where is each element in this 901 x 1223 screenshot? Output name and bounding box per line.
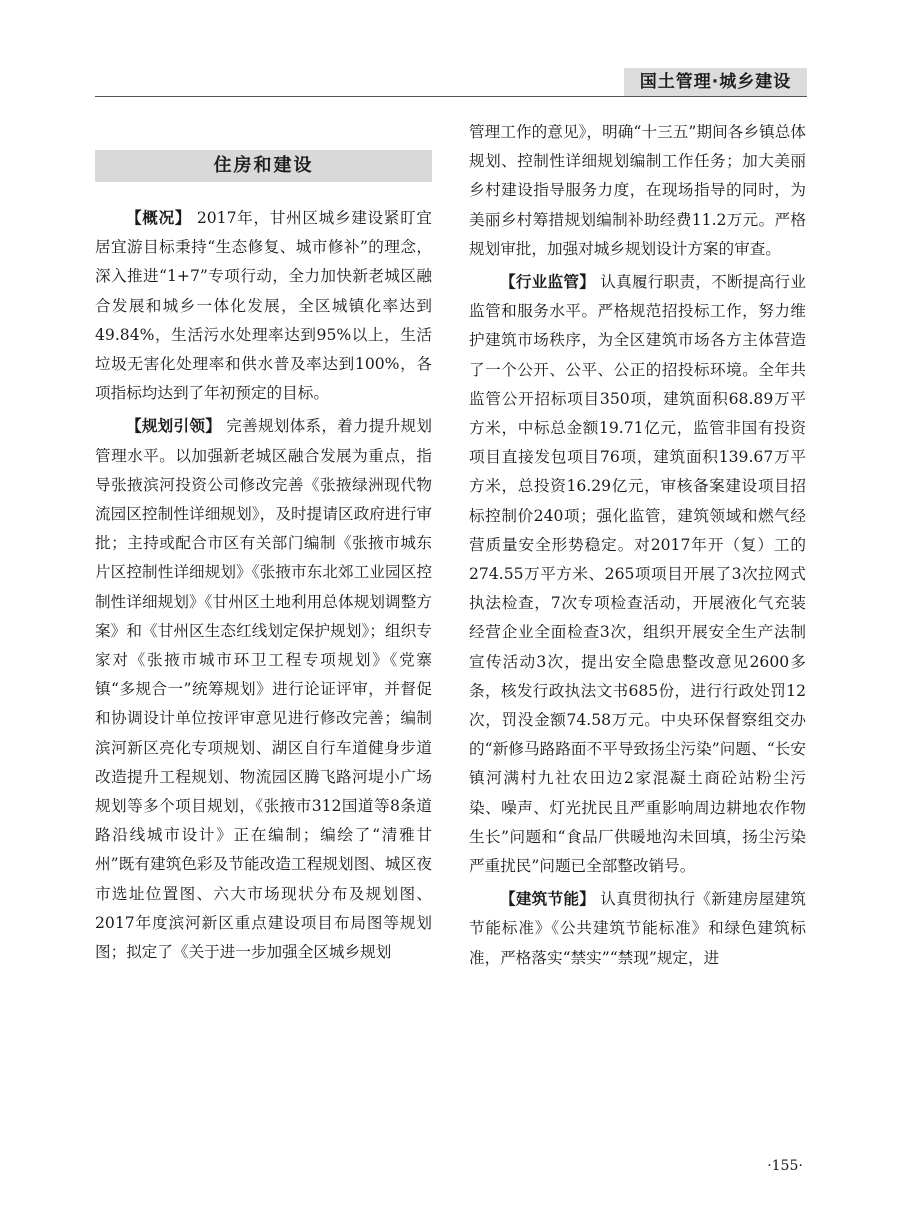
paragraph-planning-continued: 管理工作的意见》，明确“十三五”期间各乡镇总体规划、控制性详细规划编制工作任务；加大美丽乡村建设指导服务力度，在现场指导的同时，为美丽乡村筹措规划编制补助经费11.2万元。严格规划审批，加强对城乡规划设计方案的审查。 bbox=[469, 123, 806, 258]
left-column bbox=[95, 116, 432, 971]
header-divider bbox=[95, 96, 807, 97]
paragraph-text: 认真贯彻执行《新建房屋建筑节能标准》《公共建筑节能标准》和绿色建筑标准，严格落实“禁实”“禁现”规定，进 bbox=[469, 890, 806, 967]
paragraph-planning bbox=[95, 412, 432, 967]
paragraph-text: 2017年，甘州区城乡建设紧盯宜居宜游目标秉持“生态修复、城市修补”的理念，深入推进“1+7”专项行动，全力加快新老城区融合发展和城乡一体化发展，全区城镇化率达到49.84%，生活污水处理率达到95%以上，生活垃圾无害化处理率和供水普及率达到100%，各项指标均达到了年初预定的目标。 bbox=[95, 209, 432, 403]
paragraph-lead: 【行业监管】 bbox=[500, 273, 596, 292]
paragraph-lead: 【规划引领】 bbox=[126, 417, 222, 436]
paragraph-overview bbox=[95, 204, 432, 408]
right-column bbox=[469, 118, 806, 977]
page-number: ·155· bbox=[767, 1158, 803, 1174]
paragraph-lead: 【概况】 bbox=[126, 209, 192, 227]
paragraph-energy bbox=[469, 885, 806, 973]
paragraph-supervision bbox=[469, 268, 806, 881]
paragraph-text: 完善规划体系，着力提升规划管理水平。以加强新老城区融合发展为重点，指导张掖滨河投资公司修改完善《张掖绿洲现代物流园区控制性详细规划》，及时提请区政府进行审批；主持或配合市区有关部门编制《张掖市城东片区控制性详细规划》《张掖市东北郊工业园区控制性详细规划》《甘州区土地利用总体规划调整方案》和《甘州区生态红线划定保护规划》；组织专家对《张掖市城市环卫工程专项规划》《党寨镇“多规合一”统筹规划》进行论证评审，并督促和协调设计单位按评审意见进行修改完善；编制滨河新区亮化专项规划、湖区自行车道健身步道改造提升工程规划、物流园区腾飞路河堤小广场规划等多个项目规划，《张掖市312国道等8条道路沿线城市设计》正在编制；编绘了“清雅甘州”既有建筑色彩及节能改造工程规划图、城区夜市选址位置图、六大市场现状分布及规划图、2017年度滨河新区重点建设项目布局图等规划图；拟定了《关于进一步加强全区城乡规划 bbox=[95, 417, 432, 962]
running-header: 国土管理·城乡建设 bbox=[624, 68, 807, 96]
section-title: 住房和建设 bbox=[95, 150, 432, 182]
paragraph-text: 认真履行职责，不断提高行业监管和服务水平。严格规范招投标工作，努力维护建筑市场秩序，为全区建筑市场各方主体营造了一个公开、公平、公正的招投标环境。全年共监管公开招标项目350项，建筑面积68.89万平方米，中标总金额19.71亿元，监管非国有投资项目直接发包项目76项，建筑面积139.67万平方米，总投资16.29亿元，审核备案建设项目招标控制价240项；强化监管，建筑领域和燃气经营质量安全形势稳定。对2017年开（复）工的274.55万平方米、265项项目开展了3次拉网式执法检查，7次专项检查活动，开展液化气充装经营企业全面检查3次，组织开展安全生产法制宣传活动3次，提出安全隐患整改意见2600多条，核发行政执法文书685份，进行行政处罚12次，罚没金额74.58万元。中央环保督察组交办的“新修马路路面不平导致扬尘污染”问题、“长安镇河满村九社农田边2家混凝土商砼站粉尘污染、噪声、灯光扰民且严重影响周边耕地农作物生长”问题和“食品厂供暖地沟未回填，扬尘污染严重扰民”问题已全部整改销号。 bbox=[469, 273, 806, 876]
paragraph-lead: 【建筑节能】 bbox=[500, 890, 596, 909]
